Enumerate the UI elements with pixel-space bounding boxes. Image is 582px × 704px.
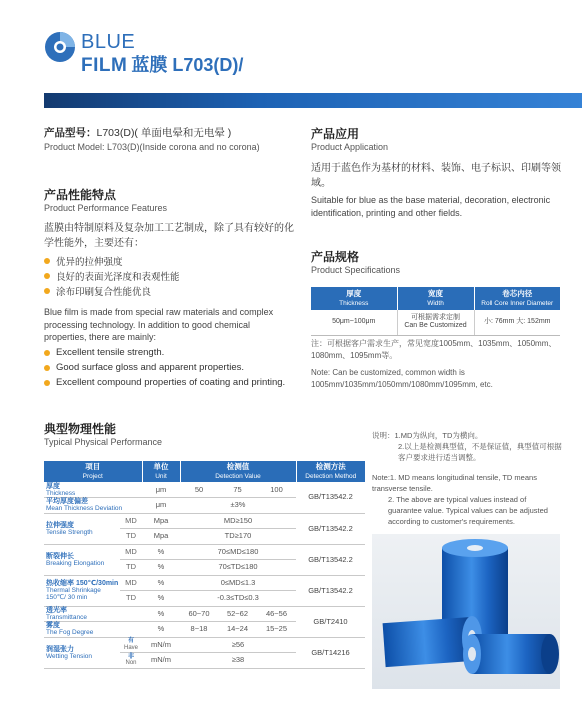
features-list-en <box>44 345 285 390</box>
table-header: 厚度 Thickness 宽度 Width 卷芯内径 Roll Core Inner Diameter <box>311 287 560 310</box>
table-row: TD % 70≤TD≤180 <box>44 560 365 576</box>
table-row: 润湿张力 Wetting Tension 有 Have mN/m ≥56 GB/T14216 <box>44 637 365 653</box>
list-item: 优异的拉伸强度 <box>44 253 180 268</box>
application-title: 产品应用 <box>311 127 360 141</box>
bullet-icon <box>44 380 50 386</box>
specs-note: 注：可根据客户需求生产，常见宽度1005mm、1035mm、1050mm、1080mm、1095mm等。 <box>311 339 557 360</box>
features-list-zh <box>44 253 180 298</box>
table-row <box>311 310 560 335</box>
film-rolls-image <box>372 534 560 689</box>
table-row: 透光率 Transmittance % 60~70 52~62 46~56 GB/T2410 <box>44 606 365 622</box>
application-text: 适用于蓝色作为基材的材料、装饰、电子标识、印刷等领域。 <box>311 163 561 189</box>
specs-title: 产品规格 <box>311 250 360 264</box>
table-row: 断裂伸长 Breaking Elongation MD % 70≤MD≤180 GB/T13542.2 <box>44 544 365 560</box>
features-title: 产品性能特点 <box>44 188 117 202</box>
brand-line2 <box>81 54 243 77</box>
product-photo <box>372 534 560 689</box>
header-bar <box>44 93 582 108</box>
spec-thickness: 50μm~100μm <box>311 310 397 335</box>
list-item: Good surface gloss and apparent properties. <box>44 360 285 375</box>
specs-title-en: Product Specifications <box>311 265 401 275</box>
spec-core: 小: 76mm 大: 152mm <box>474 310 560 335</box>
list-item: 良好的表面光泽度和表观性能 <box>44 268 180 283</box>
table-row: 热收缩率 150℃/30min Thermal Shrinkage 150℃/ 30 min MD % 0≤MD≤1.3 GB/T13542.2 <box>44 575 365 591</box>
features-title-en: Product Performance Features <box>44 203 168 213</box>
table-row: TD Mpa TD≥170 <box>44 529 365 545</box>
table-header: 项目 Project 单位 Unit 检测值 Detection Value 检测方法 Detection Method <box>44 461 365 482</box>
application-text-en: Suitable for blue as the base material, decoration, electronic identification, printing and other fields. <box>311 195 551 218</box>
list-item: 涂布印刷复合性能优良 <box>44 283 180 298</box>
application-title-en: Product Application <box>311 142 389 152</box>
bullet-icon <box>44 350 50 356</box>
table-row: TD % -0.3≤TD≤0.3 <box>44 591 365 607</box>
physical-title-en: Typical Physical Performance <box>44 437 163 447</box>
company-logo-icon <box>44 31 76 63</box>
bullet-icon <box>44 288 50 294</box>
specs-table <box>311 287 560 336</box>
bullet-icon <box>44 273 50 279</box>
bullet-icon <box>44 365 50 371</box>
table-row: 非 Non mN/m ≥38 <box>44 653 365 669</box>
physical-title: 典型物理性能 <box>44 422 117 436</box>
brand-film: FILM <box>81 55 128 76</box>
brand-title: 蓝膜 L703(D)/ <box>131 55 244 75</box>
spec-width: 可根据需求定制 Can Be Customized <box>397 310 474 335</box>
model-label: 产品型号： <box>44 127 97 139</box>
specs-note-en: Note: Can be customized, common width is 1005mm/1035mm/1050mm/1080mm/1095mm, etc. <box>311 368 493 389</box>
model-en: Product Model: L703(D)(Inside corona and no corona) <box>44 142 260 152</box>
table-row: 厚度 Thickness μm 50 75 100 GB/T13542.2 <box>44 482 365 498</box>
table-row: 拉伸强度 Tensile Strength MD Mpa MD≥150 GB/T13542.2 <box>44 513 365 529</box>
physical-notes-en: Note:1. MD means longitudinal tensile, TD means transverse tensile. 2. The above are typical values instead of guarantee value. Typical values can be adjusted according to customer's requirements. <box>372 473 548 526</box>
list-item: Excellent compound properties of coating and printing. <box>44 375 285 390</box>
table-row: 雾度 The Fog Degree % 8~18 14~24 15~25 <box>44 622 365 638</box>
physical-notes: 说明：1.MD为纵向，TD为横向。 2.以上是检测典型值，不是保证值，典型值可根据客户要求进行适当调整。 <box>372 431 562 462</box>
model-value: L703(D)( 单面电晕和无电晕 ) <box>96 127 232 139</box>
list-item: Excellent tensile strength. <box>44 345 285 360</box>
bullet-icon <box>44 258 50 264</box>
features-intro: 蓝膜由特制原料及复杂加工工艺制成，除了具有较好的化学性能外，主要还有： <box>44 223 294 249</box>
model-heading <box>44 125 304 140</box>
brand-line1: BLUE <box>81 31 136 53</box>
physical-table <box>44 461 365 669</box>
features-intro-en: Blue film is made from special raw materials and complex processing technology. In addition to good chemical properties, there are mainly: <box>44 307 274 342</box>
table-row: 平均厚度偏差 Mean Thickness Deviation μm ±3% <box>44 498 365 514</box>
